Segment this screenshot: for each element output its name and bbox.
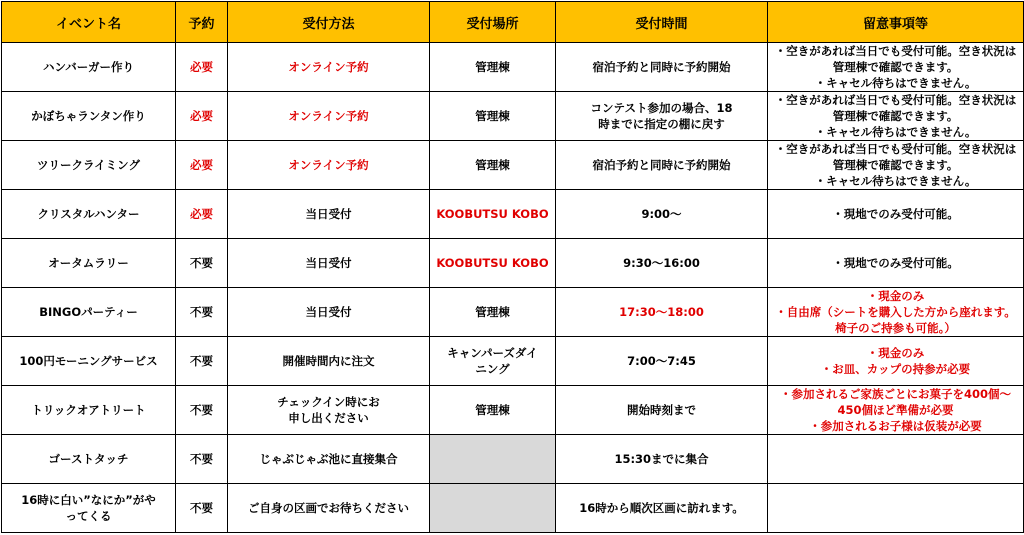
time-cell: 15:30までに集合 [556, 435, 768, 484]
header-place: 受付場所 [430, 2, 556, 43]
place-cell: キャンパーズダイニング [430, 337, 556, 386]
place-cell: KOOBUTSU KOBO [430, 190, 556, 239]
time-cell: 17:30～18:00 [556, 288, 768, 337]
table-row [2, 337, 1024, 386]
event-name: BINGOパーティー [2, 288, 176, 337]
time-cell: 16時から順次区画に訪れます。 [556, 484, 768, 533]
header-time: 受付時間 [556, 2, 768, 43]
time-cell: コンテスト参加の場合、18時までに指定の棚に戻す [556, 92, 768, 141]
time-cell: 9:30～16:00 [556, 239, 768, 288]
header-event-name: イベント名 [2, 2, 176, 43]
reservation-cell: 必要 [176, 190, 228, 239]
note-line: ・自由席（シートを購入した方から座れます。椅子のご持参も可能。） [775, 305, 1016, 335]
table-row [2, 288, 1024, 337]
note-line: ・現地でのみ受付可能。 [832, 256, 959, 270]
note-line: ・参加されるご家族ごとにお菓子を400個～450個ほど準備が必要 [779, 387, 1011, 417]
reservation-cell: 不要 [176, 239, 228, 288]
time-cell: 宿泊予約と同時に予約開始 [556, 141, 768, 190]
event-name: オータムラリー [2, 239, 176, 288]
header-row [2, 2, 1024, 43]
method-cell: チェックイン時にお申し出ください [228, 386, 430, 435]
place-cell-blank [430, 484, 556, 533]
reservation-cell: 不要 [176, 288, 228, 337]
method-cell: じゃぶじゃぶ池に直接集合 [228, 435, 430, 484]
notes-cell [768, 337, 1024, 386]
event-name: かぼちゃランタン作り [2, 92, 176, 141]
place-cell: KOOBUTSU KOBO [430, 239, 556, 288]
time-cell: 宿泊予約と同時に予約開始 [556, 43, 768, 92]
time-cell: 開始時刻まで [556, 386, 768, 435]
table-row [2, 239, 1024, 288]
method-cell: オンライン予約 [228, 92, 430, 141]
reservation-cell: 不要 [176, 484, 228, 533]
time-cell: 9:00～ [556, 190, 768, 239]
note-line: ・キャセル待ちはできません。 [814, 125, 977, 139]
notes-cell [768, 239, 1024, 288]
reservation-cell: 必要 [176, 141, 228, 190]
place-cell-blank [430, 435, 556, 484]
notes-cell-empty [768, 484, 1024, 533]
event-name: ツリークライミング [2, 141, 176, 190]
header-method: 受付方法 [228, 2, 430, 43]
place-cell: 管理棟 [430, 92, 556, 141]
notes-cell [768, 190, 1024, 239]
notes-cell [768, 141, 1024, 190]
note-line: ・現地でのみ受付可能。 [832, 207, 959, 221]
place-cell: 管理棟 [430, 43, 556, 92]
reservation-cell: 不要 [176, 337, 228, 386]
notes-cell [768, 288, 1024, 337]
header-notes: 留意事項等 [768, 2, 1024, 43]
event-schedule-table [1, 1, 1024, 533]
event-name: 16時に白い”なにか”がやってくる [2, 484, 176, 533]
reservation-cell: 不要 [176, 435, 228, 484]
reservation-cell: 不要 [176, 386, 228, 435]
event-name: クリスタルハンター [2, 190, 176, 239]
event-name: ハンバーガー作り [2, 43, 176, 92]
table-row [2, 92, 1024, 141]
note-line: ・空きがあれば当日でも受付可能。空き状況は管理棟で確認できます。 [774, 93, 1017, 123]
method-cell: 当日受付 [228, 239, 430, 288]
event-name: 100円モーニングサービス [2, 337, 176, 386]
method-cell: 当日受付 [228, 190, 430, 239]
table-row [2, 43, 1024, 92]
notes-cell-empty [768, 435, 1024, 484]
event-name: ゴーストタッチ [2, 435, 176, 484]
note-line: ・現金のみ [866, 346, 925, 360]
note-line: ・キャセル待ちはできません。 [814, 76, 977, 90]
note-line: ・お皿、カップの持参が必要 [820, 362, 971, 376]
event-name: トリックオアトリート [2, 386, 176, 435]
note-line: ・現金のみ [866, 289, 925, 303]
method-cell: オンライン予約 [228, 141, 430, 190]
place-cell: 管理棟 [430, 386, 556, 435]
table-row [2, 190, 1024, 239]
note-line: ・空きがあれば当日でも受付可能。空き状況は管理棟で確認できます。 [774, 44, 1017, 74]
place-cell: 管理棟 [430, 141, 556, 190]
table-row [2, 435, 1024, 484]
notes-cell [768, 43, 1024, 92]
method-cell: 開催時間内に注文 [228, 337, 430, 386]
time-cell: 7:00～7:45 [556, 337, 768, 386]
method-cell: 当日受付 [228, 288, 430, 337]
notes-cell [768, 386, 1024, 435]
reservation-cell: 必要 [176, 92, 228, 141]
method-cell: ご自身の区画でお待ちください [228, 484, 430, 533]
note-line: ・キャセル待ちはできません。 [814, 174, 977, 188]
place-cell: 管理棟 [430, 288, 556, 337]
method-cell: オンライン予約 [228, 43, 430, 92]
table-row [2, 484, 1024, 533]
note-line: ・参加されるお子様は仮装が必要 [809, 419, 982, 433]
table-row [2, 386, 1024, 435]
table-row [2, 141, 1024, 190]
notes-cell [768, 92, 1024, 141]
header-reservation: 予約 [176, 2, 228, 43]
note-line: ・空きがあれば当日でも受付可能。空き状況は管理棟で確認できます。 [774, 142, 1017, 172]
reservation-cell: 必要 [176, 43, 228, 92]
